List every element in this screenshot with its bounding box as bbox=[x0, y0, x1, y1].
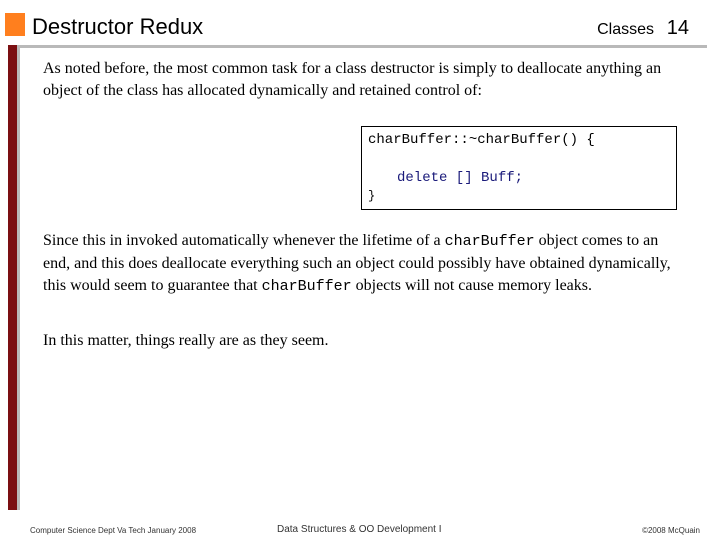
footer-left: Computer Science Dept Va Tech January 2008 bbox=[30, 526, 197, 535]
code-line: delete [] Buff; bbox=[397, 170, 524, 186]
left-rule bbox=[17, 45, 20, 510]
slide-number: 14 bbox=[666, 17, 689, 39]
left-accent-bar bbox=[8, 45, 17, 510]
inline-code: charBuffer bbox=[444, 233, 535, 250]
intro-paragraph: As noted before, the most common task for a class destructor is simply to deallocate anything an object of the class has allocated dynamically and retained control of: bbox=[43, 60, 662, 99]
text-span: object comes to an end, and this does deallocate everything such an object could possibly have obtained dynamically, this would seem to guarantee that bbox=[43, 232, 671, 294]
footer-right: ©2008 McQuain bbox=[642, 526, 700, 535]
conclusion-paragraph: In this matter, things really are as they seem. bbox=[43, 332, 329, 349]
course-topic: Classes bbox=[597, 21, 654, 38]
text-span: Since this in invoked automatically whenever the lifetime of a bbox=[43, 232, 445, 249]
top-rule bbox=[17, 45, 707, 48]
text-span: objects will not cause memory leaks. bbox=[351, 277, 593, 294]
title-accent-square bbox=[5, 13, 25, 36]
code-line: charBuffer::~charBuffer() { bbox=[368, 132, 595, 148]
inline-code: charBuffer bbox=[261, 278, 352, 295]
footer-center: Data Structures & OO Development I bbox=[277, 524, 442, 535]
explanation-paragraph bbox=[43, 230, 683, 298]
code-block bbox=[361, 126, 677, 210]
slide-content bbox=[43, 58, 683, 102]
slide-title: Destructor Redux bbox=[32, 14, 204, 39]
code-line: } bbox=[368, 189, 376, 203]
